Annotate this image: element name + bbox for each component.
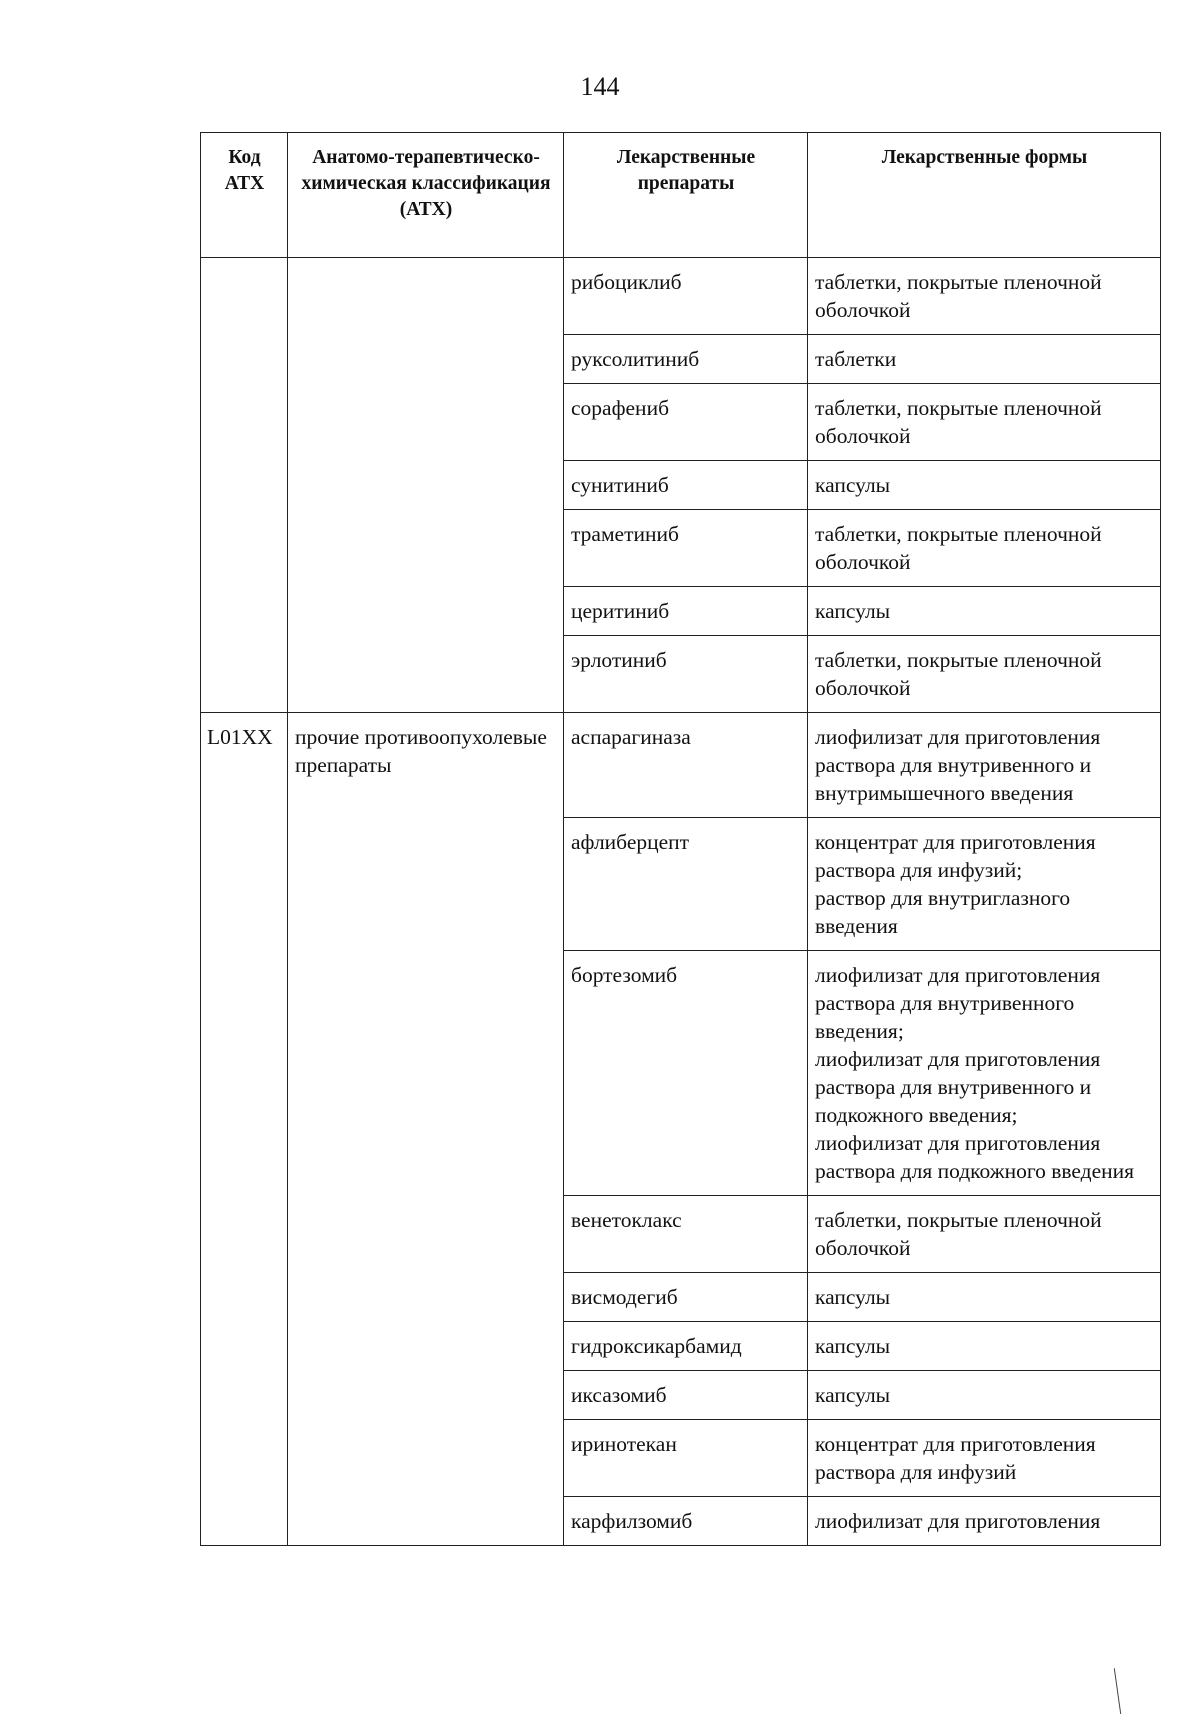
- drug-name-cell: венетоклакс: [564, 1196, 808, 1273]
- header-forms: Лекарственные формы: [808, 133, 1161, 258]
- dosage-form-text: таблетки: [815, 347, 897, 371]
- dosage-forms-cell: [808, 461, 1161, 510]
- dosage-form-text: таблетки, покрытые пленочной оболочкой: [815, 396, 1102, 448]
- dosage-form-text: концентрат для приготовления раствора для инфузий;: [815, 830, 1096, 882]
- header-row: [201, 133, 1161, 258]
- drug-name-cell: висмодегиб: [564, 1273, 808, 1322]
- drug-name-cell: церитиниб: [564, 587, 808, 636]
- dosage-forms-cell: [808, 1497, 1161, 1546]
- drug-name-cell: сунитиниб: [564, 461, 808, 510]
- drug-name-cell: сорафениб: [564, 384, 808, 461]
- dosage-form-text: капсулы: [815, 1285, 891, 1309]
- dosage-form-text: капсулы: [815, 1383, 891, 1407]
- dosage-forms-cell: [808, 818, 1161, 951]
- dosage-forms-cell: [808, 1196, 1161, 1273]
- dosage-forms-cell: [808, 951, 1161, 1196]
- drug-name-cell: аспарагиназа: [564, 713, 808, 818]
- table-row: [201, 258, 1161, 335]
- table-body: [201, 258, 1161, 1546]
- table-row: [201, 713, 1161, 818]
- dosage-forms-cell: [808, 1273, 1161, 1322]
- dosage-form-text: лиофилизат для приготовления: [815, 1509, 1101, 1533]
- dosage-form-text: раствор для внутриглазного введения: [815, 886, 1071, 938]
- dosage-form-text: таблетки, покрытые пленочной оболочкой: [815, 648, 1102, 700]
- atc-code-cell: [201, 258, 288, 713]
- drug-name-cell: эрлотиниб: [564, 636, 808, 713]
- drug-name-cell: рибоциклиб: [564, 258, 808, 335]
- scan-mark: [1114, 1668, 1123, 1714]
- dosage-form-text: капсулы: [815, 473, 891, 497]
- drug-name-cell: бортезомиб: [564, 951, 808, 1196]
- drug-name-cell: афлиберцепт: [564, 818, 808, 951]
- drug-name-cell: руксолитиниб: [564, 335, 808, 384]
- dosage-form-text: таблетки, покрытые пленочной оболочкой: [815, 1208, 1102, 1260]
- dosage-forms-cell: [808, 384, 1161, 461]
- dosage-forms-cell: [808, 636, 1161, 713]
- dosage-forms-cell: [808, 1420, 1161, 1497]
- header-classification: Анатомо-терапевтическо-химическая классификация (АТХ): [288, 133, 564, 258]
- drug-name-cell: карфилзомиб: [564, 1497, 808, 1546]
- dosage-form-text: лиофилизат для приготовления раствора для внутривенного и внутримышечного введения: [815, 725, 1101, 805]
- atc-code-cell: L01XX: [201, 713, 288, 1546]
- dosage-form-text: лиофилизат для приготовления раствора для внутривенного и подкожного введения;: [815, 1047, 1101, 1127]
- atc-drug-table: [200, 132, 1161, 1546]
- drug-name-cell: иксазомиб: [564, 1371, 808, 1420]
- dosage-forms-cell: [808, 510, 1161, 587]
- dosage-form-text: лиофилизат для приготовления раствора для подкожного введения: [815, 1131, 1135, 1183]
- dosage-forms-cell: [808, 1322, 1161, 1371]
- header-drugs: Лекарственные препараты: [564, 133, 808, 258]
- dosage-form-text: концентрат для приготовления раствора для инфузий: [815, 1432, 1096, 1484]
- table-header: [201, 133, 1161, 258]
- dosage-forms-cell: [808, 587, 1161, 636]
- dosage-form-text: таблетки, покрытые пленочной оболочкой: [815, 522, 1102, 574]
- dosage-form-text: капсулы: [815, 599, 891, 623]
- dosage-form-text: таблетки, покрытые пленочной оболочкой: [815, 270, 1102, 322]
- page-number: [0, 72, 1200, 102]
- atc-classification-cell: прочие противоопухолевые препараты: [288, 713, 564, 1546]
- dosage-forms-cell: [808, 713, 1161, 818]
- page-number-text: 144: [580, 72, 620, 101]
- dosage-forms-cell: [808, 335, 1161, 384]
- dosage-forms-cell: [808, 258, 1161, 335]
- dosage-form-text: лиофилизат для приготовления раствора для внутривенного введения;: [815, 963, 1101, 1043]
- atc-classification-cell: [288, 258, 564, 713]
- drug-name-cell: иринотекан: [564, 1420, 808, 1497]
- drug-name-cell: гидроксикарбамид: [564, 1322, 808, 1371]
- drug-name-cell: траметиниб: [564, 510, 808, 587]
- dosage-form-text: капсулы: [815, 1334, 891, 1358]
- dosage-forms-cell: [808, 1371, 1161, 1420]
- header-code: Код АТХ: [201, 133, 288, 258]
